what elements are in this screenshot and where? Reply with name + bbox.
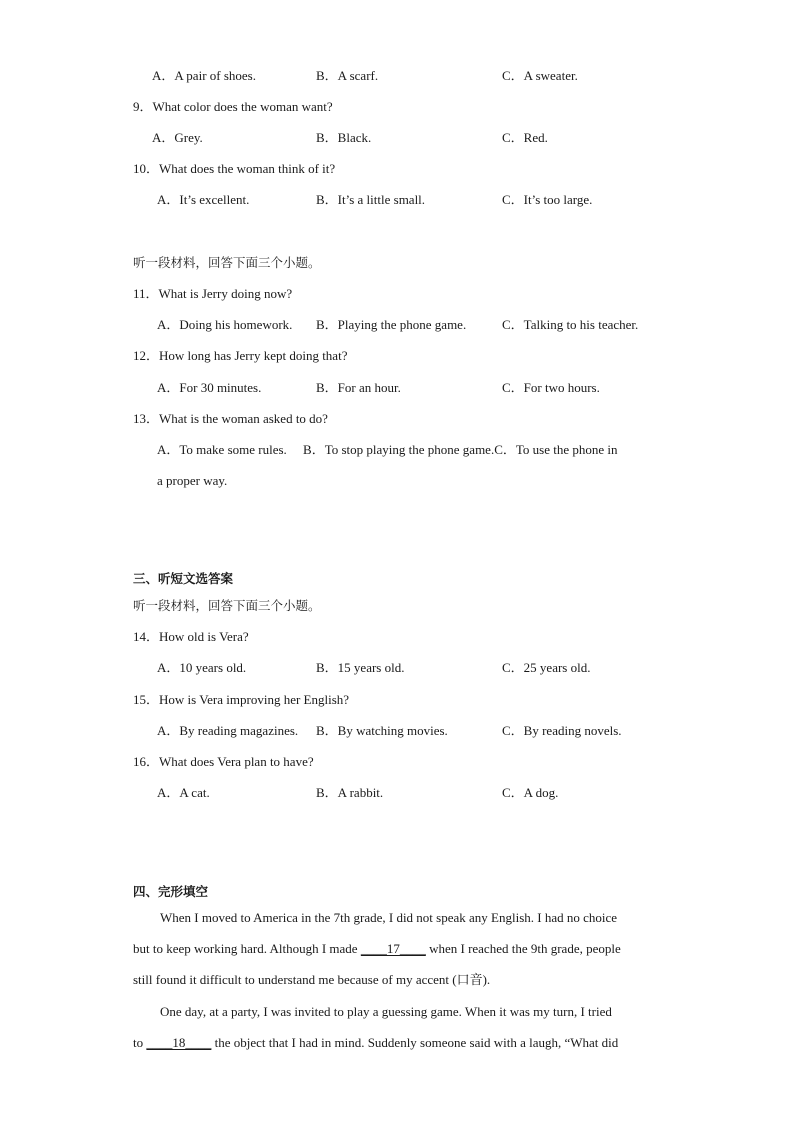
passage-text: One day, at a party, I was invited to play a guessing game. When it was my turn, I tried [160, 1004, 612, 1019]
passage-line [160, 910, 617, 926]
q9-option-c: C．Red. [502, 130, 548, 145]
q8-option-a: A．A pair of shoes. [152, 68, 256, 83]
passage-line [160, 1004, 612, 1020]
q10-option-c: C．It’s too large. [502, 192, 593, 207]
instruction-text: 听一段材料，回答下面三个小题。 [133, 255, 321, 270]
passage-line [133, 972, 490, 988]
blank-17[interactable]: ____17____ [360, 941, 426, 956]
q16-option-c: C．A dog. [502, 785, 559, 800]
q13-options-line: A．To make some rules. B．To stop playing the phone game.C．To use the phone in [157, 442, 618, 457]
q14-option-a: A．10 years old. [157, 660, 247, 675]
passage-text: to [133, 1035, 147, 1050]
q11-question: 11．What is Jerry doing now? [133, 286, 293, 301]
section-3-heading: 三、听短文选答案 [133, 571, 234, 586]
q16-option-a: A．A cat. [157, 785, 210, 800]
q16-question: 16．What does Vera plan to have? [133, 754, 314, 769]
q10-option-a: A．It’s excellent. [157, 192, 250, 207]
q9-question: 9．What color does the woman want? [133, 99, 333, 114]
section-4-heading: 四、完形填空 [133, 884, 209, 899]
q12-option-c: C．For two hours. [502, 380, 600, 395]
passage-line [133, 1035, 618, 1051]
q13-options-continuation: a proper way. [157, 473, 228, 488]
q12-question: 12．How long has Jerry kept doing that? [133, 348, 348, 363]
q12-option-a: A．For 30 minutes. [157, 380, 262, 395]
q11-option-a: A．Doing his homework. [157, 317, 293, 332]
q11-option-b: B．Playing the phone game. [316, 317, 467, 332]
q10-option-b: B．It’s a little small. [316, 192, 426, 207]
q15-option-c: C．By reading novels. [502, 723, 622, 738]
passage-text: still found it difficult to understand me because of my accent (口音). [133, 972, 491, 987]
q12-option-b: B．For an hour. [316, 380, 401, 395]
q10-question: 10．What does the woman think of it? [133, 161, 336, 176]
passage-text: but to keep working hard. Although I made [133, 941, 361, 956]
instruction-text: 听一段材料，回答下面三个小题。 [133, 598, 321, 613]
q9-option-b: B．Black. [316, 130, 372, 145]
q16-option-b: B．A rabbit. [316, 785, 384, 800]
q15-question: 15．How is Vera improving her English? [133, 692, 350, 707]
passage-text: the object that I had in mind. Suddenly someone said with a laugh, “What did [211, 1035, 619, 1050]
passage-text: when I reached the 9th grade, people [425, 941, 621, 956]
passage-line [133, 941, 621, 957]
q13-question: 13．What is the woman asked to do? [133, 411, 328, 426]
q14-option-c: C．25 years old. [502, 660, 591, 675]
passage-text: When I moved to America in the 7th grade, I did not speak any English. I had no choice [160, 910, 618, 925]
q8-option-c: C．A sweater. [502, 68, 578, 83]
q8-option-b: B．A scarf. [316, 68, 379, 83]
q15-option-a: A．By reading magazines. [157, 723, 299, 738]
q11-option-c: C．Talking to his teacher. [502, 317, 639, 332]
q15-option-b: B．By watching movies. [316, 723, 448, 738]
q14-option-b: B．15 years old. [316, 660, 405, 675]
q9-option-a: A．Grey. [152, 130, 203, 145]
blank-18[interactable]: ____18____ [146, 1035, 212, 1050]
q14-question: 14．How old is Vera? [133, 629, 249, 644]
